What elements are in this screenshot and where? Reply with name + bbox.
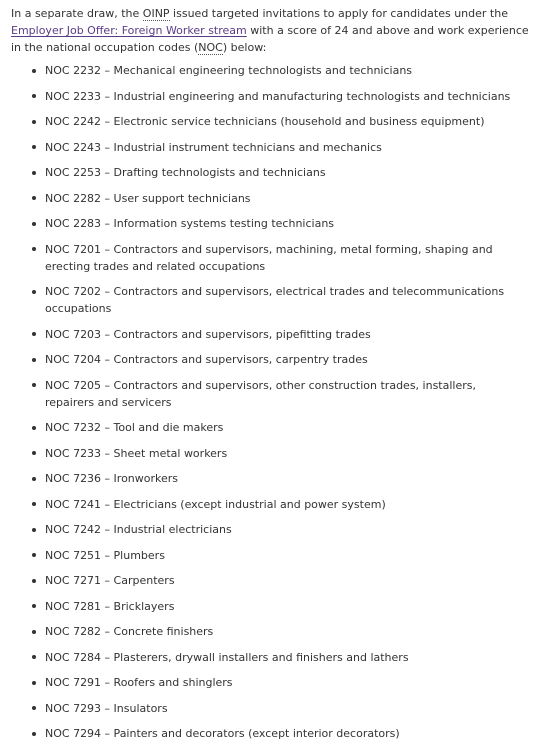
list-item: NOC 7294 – Painters and decorators (except interior decorators) [11,725,530,742]
list-item: NOC 7203 – Contractors and supervisors, pipefitting trades [11,326,530,343]
list-item: NOC 7291 – Roofers and shinglers [11,674,530,691]
list-item: NOC 2283 – Information systems testing technicians [11,215,530,232]
list-item: NOC 7293 – Insulators [11,700,530,717]
list-item: NOC 7281 – Bricklayers [11,598,530,615]
list-item: NOC 7271 – Carpenters [11,572,530,589]
employer-job-offer-link[interactable]: Employer Job Offer: Foreign Worker stream [11,23,247,37]
list-item: NOC 7236 – Ironworkers [11,470,530,487]
list-item: NOC 7232 – Tool and die makers [11,419,530,436]
list-item: NOC 2243 – Industrial instrument technicians and mechanics [11,139,530,156]
noc-occupation-list [11,62,530,742]
intro-text-1: In a separate draw, the [11,7,143,20]
list-item: NOC 7251 – Plumbers [11,547,530,564]
list-item: NOC 7241 – Electricians (except industrial and power system) [11,496,530,513]
list-item: NOC 7242 – Industrial electricians [11,521,530,538]
list-item: NOC 7202 – Contractors and supervisors, electrical trades and telecommunications occupations [11,283,530,317]
list-item: NOC 7284 – Plasterers, drywall installers and finishers and lathers [11,649,530,666]
intro-text-2: issued targeted invitations to apply for candidates under the [169,7,508,20]
list-item: NOC 7233 – Sheet metal workers [11,445,530,462]
list-item: NOC 7204 – Contractors and supervisors, carpentry trades [11,351,530,368]
list-item: NOC 2253 – Drafting technologists and technicians [11,164,530,181]
oinp-abbreviation[interactable]: OINP [142,7,170,20]
list-item: NOC 7205 – Contractors and supervisors, other construction trades, installers, repairers and servicers [11,377,530,411]
list-item: NOC 2233 – Industrial engineering and manufacturing technologists and technicians [11,88,530,105]
intro-paragraph [11,6,530,56]
list-item: NOC 2282 – User support technicians [11,190,530,207]
noc-abbreviation[interactable]: NOC [198,40,223,54]
list-item: NOC 2242 – Electronic service technicians (household and business equipment) [11,113,530,130]
list-item: NOC 2232 – Mechanical engineering technologists and technicians [11,62,530,79]
list-item: NOC 7282 – Concrete finishers [11,623,530,640]
list-item: NOC 7201 – Contractors and supervisors, machining, metal forming, shaping and erecting trades and related occupations [11,241,530,275]
intro-text-4: ) below: [222,40,267,54]
intro-text-3: with a score of 24 and above and work experience in the national occupation codes ( [11,23,529,54]
